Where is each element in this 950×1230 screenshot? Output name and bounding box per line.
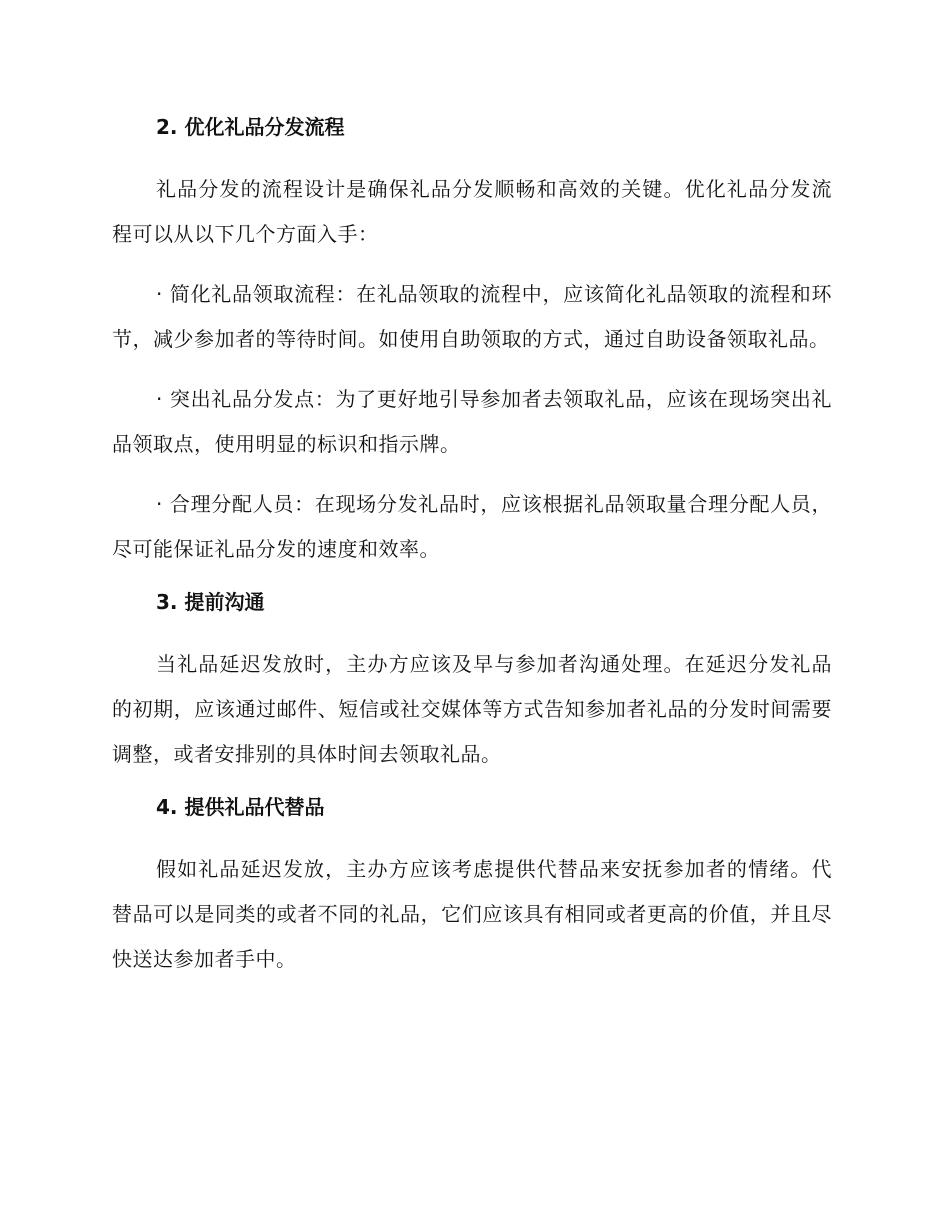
communicate-paragraph: 当礼品延迟发放时，主办方应该及早与参加者沟通处理。在延迟分发礼品的初期，应该通过邮件、短信或社交媒体等方式告知参加者礼品的分发时间需要调整，或者安排别的具体时间去领取礼品。 — [112, 652, 832, 766]
document-body — [112, 112, 832, 997]
bullet-highlight-points: · 突出礼品分发点：为了更好地引导参加者去领取礼品，应该在现场突出礼品领取点，使用明显的标识和指示牌。 — [112, 387, 832, 456]
section-heading-substitute: 4. 提供礼品代替品 — [156, 795, 325, 819]
bullet-allocate-staff: · 合理分配人员：在现场分发礼品时，应该根据礼品领取量合理分配人员，尽可能保证礼品分发的速度和效率。 — [112, 492, 832, 561]
substitute-paragraph: 假如礼品延迟发放，主办方应该考虑提供代替品来安抚参加者的情绪。代替品可以是同类的或者不同的礼品，它们应该具有相同或者更高的价值，并且尽快送达参加者手中。 — [112, 857, 832, 971]
section-heading-optimize-flow: 2. 优化礼品分发流程 — [156, 115, 345, 139]
section-heading-communicate: 3. 提前沟通 — [156, 590, 265, 614]
section-intro-paragraph: 礼品分发的流程设计是确保礼品分发顺畅和高效的关键。优化礼品分发流程可以从以下几个方面入手： — [112, 177, 832, 246]
bullet-simplify-pickup: · 简化礼品领取流程：在礼品领取的流程中，应该简化礼品领取的流程和环节，减少参加者的等待时间。如使用自助领取的方式，通过自助设备领取礼品。 — [112, 282, 832, 351]
